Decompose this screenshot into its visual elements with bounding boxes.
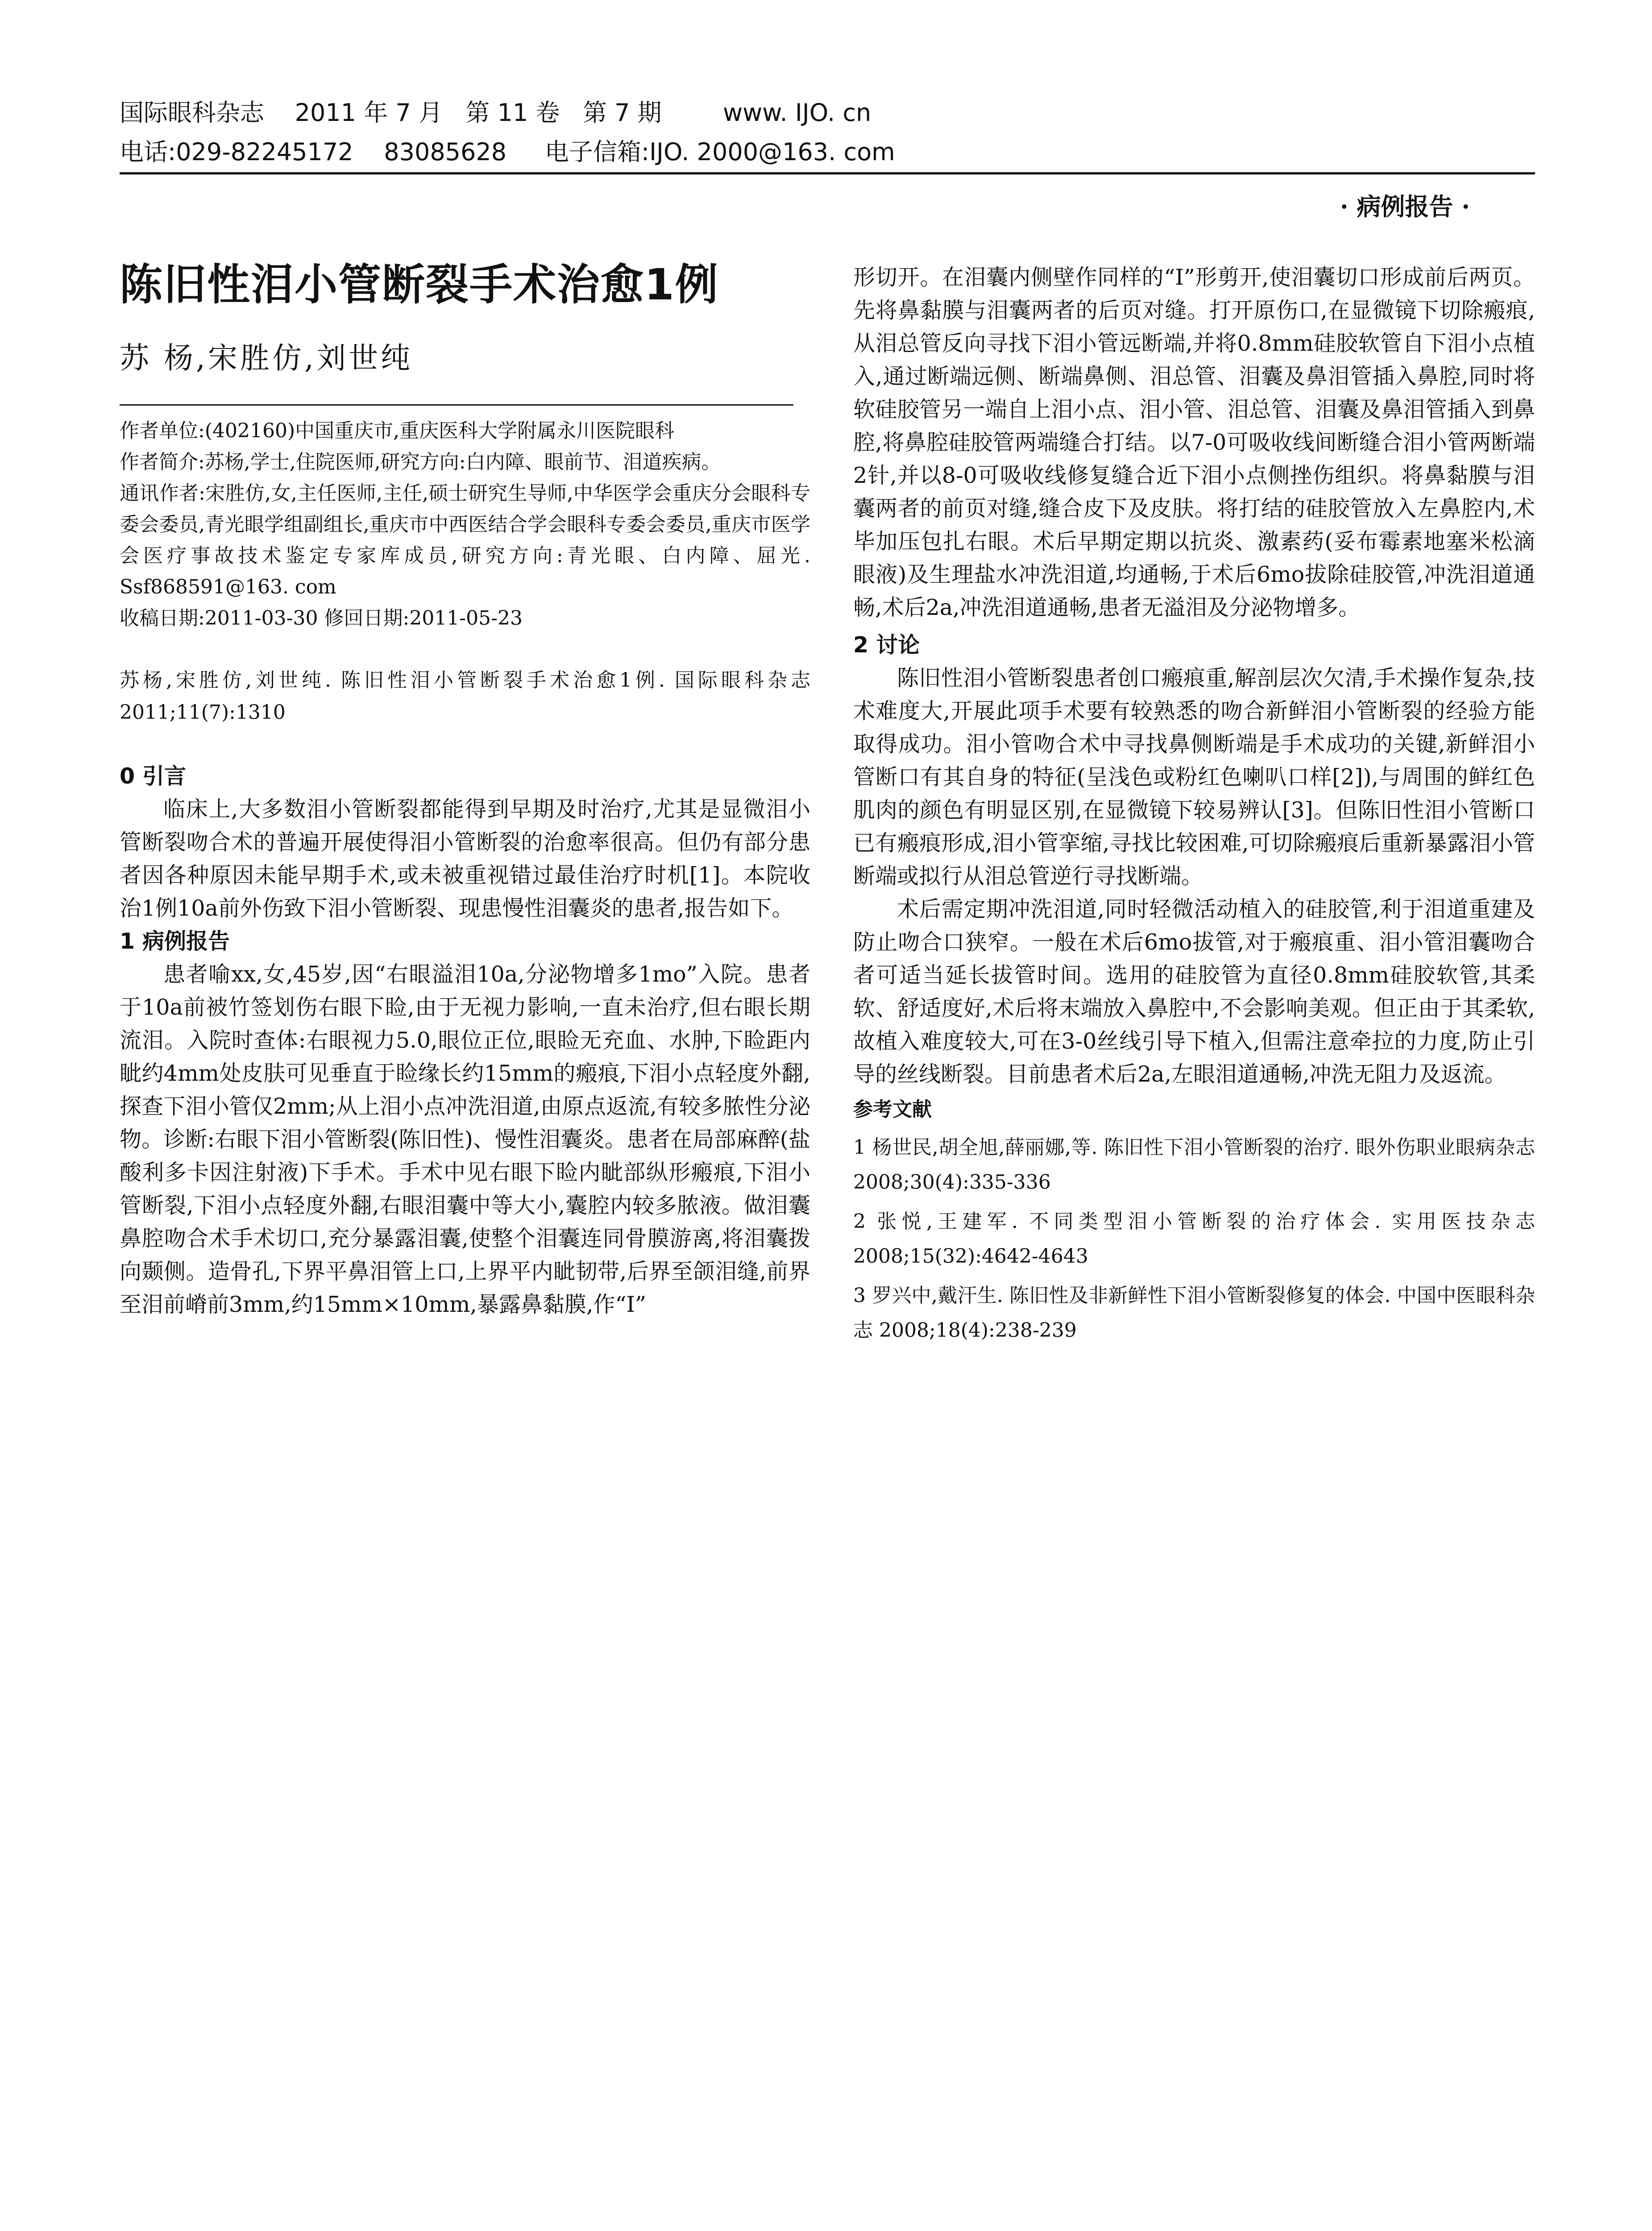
section-tag: · 病例报告 ·	[1340, 192, 1470, 221]
article-authors: 苏 杨,宋胜仿,刘世纯	[120, 341, 413, 375]
intro-paragraph: 临床上,大多数泪小管断裂都能得到早期及时治疗,尤其是显微泪小管断裂吻合术的普遍开展使得泪小管断裂的治愈率很高。但仍有部分患者因各种原因未能早期手术,或未被重视错过最佳治疗时机[1]。本院收治1例10a前外伤致下泪小管断裂、现患慢性泪囊炎的患者,报告如下。	[120, 796, 810, 921]
intro-heading: 0 引言	[120, 763, 187, 789]
citation: 苏杨,宋胜仿,刘世纯. 陈旧性泪小管断裂手术治愈1例. 国际眼科杂志 2011;11(7):1310	[120, 669, 810, 724]
journal-header-line: 国际眼科杂志 2011 年 7 月 第 11 卷 第 7 期 www. IJO. cn	[120, 99, 872, 127]
author-intro: 作者简介:苏杨,学士,住院医师,研究方向:白内障、眼前节、泪道疾病。	[120, 451, 721, 473]
affiliation: 作者单位:(402160)中国重庆市,重庆医科大学附属永川医院眼科	[120, 419, 675, 442]
journal-contact-line: 电话:029-82245172 83085628 电子信箱:IJO. 2000@163. com	[120, 138, 895, 166]
left-column	[120, 258, 810, 1321]
reference-item: 1 杨世民,胡全旭,薛丽娜,等. 陈旧性下泪小管断裂的治疗. 眼外伤职业眼病杂志 2008;30(4):335-336	[853, 1136, 1535, 1194]
references-heading: 参考文献	[853, 1098, 932, 1121]
discussion-paragraph-2: 术后需定期冲洗泪道,同时轻微活动植入的硅胶管,利于泪道重建及防止吻合口狭窄。一般在术后6mo拔管,对于瘢痕重、泪小管泪囊吻合者可适当延长拔管时间。选用的硅胶管为直径0.8mm硅胶软管,其柔软、舒适度好,术后将末端放入鼻腔中,不会影响美观。但正由于其柔软,故植入难度较大,可在3-0丝线引导下植入,但需注意牵拉的力度,防止引导的丝线断裂。目前患者术后2a,左眼泪道通畅,冲洗无阻力及返流。	[853, 896, 1535, 1087]
reference-item: 2 张悦,王建军. 不同类型泪小管断裂的治疗体会. 实用医技杂志 2008;15(32):4642-4643	[853, 1210, 1535, 1268]
received-dates: 收稿日期:2011-03-30 修回日期:2011-05-23	[120, 607, 523, 630]
header-divider	[120, 172, 1535, 174]
right-column	[853, 261, 1535, 1348]
article-title: 陈旧性泪小管断裂手术治愈1例	[120, 260, 719, 310]
case-paragraph-continued: 形切开。在泪囊内侧壁作同样的“I”形剪开,使泪囊切口形成前后两页。先将鼻黏膜与泪囊两者的后页对缝。打开原伤口,在显微镜下切除瘢痕,从泪总管反向寻找下泪小管远断端,并将0.8mm硅胶软管自下泪小点植入,通过断端远侧、断端鼻侧、泪总管、泪囊及鼻泪管插入鼻腔,同时将软硅胶管另一端自上泪小点、泪小管、泪总管、泪囊及鼻泪管插入到鼻腔,将鼻腔硅胶管两端缝合打结。以7-0可吸收线间断缝合泪小管两断端2针,并以8-0可吸收线修复缝合近下泪小点侧挫伤组织。将鼻黏膜与泪囊两者的前页对缝,缝合皮下及皮肤。将打结的硅胶管放入左鼻腔内,术毕加压包扎右眼。术后早期定期以抗炎、激素药(妥布霉素地塞米松滴眼液)及生理盐水冲洗泪道,均通畅,于术后6mo拔除硅胶管,冲洗泪道通畅,术后2a,冲洗泪道通畅,患者无溢泪及分泌物增多。	[853, 265, 1535, 620]
discussion-paragraph-1: 陈旧性泪小管断裂患者创口瘢痕重,解剖层次欠清,手术操作复杂,技术难度大,开展此项手术要有较熟悉的吻合新鲜泪小管断裂的经验方能取得成功。泪小管吻合术中寻找鼻侧断端是手术成功的关键,新鲜泪小管断口有其自身的特征(呈浅色或粉红色喇叭口样[2]),与周围的鲜红色肌肉的颜色有明显区别,在显微镜下较易辨认[3]。但陈旧性泪小管断口已有瘢痕形成,泪小管挛缩,寻找比较困难,可切除瘢痕后重新暴露泪小管断端或拟行从泪总管逆行寻找断端。	[853, 665, 1535, 889]
reference-item: 3 罗兴中,戴汗生. 陈旧性及非新鲜性下泪小管断裂修复的体会. 中国中医眼科杂志 2008;18(4):238-239	[853, 1284, 1535, 1342]
case-heading: 1 病例报告	[120, 929, 230, 954]
correspondence: 通讯作者:宋胜仿,女,主任医师,主任,硕士研究生导师,中华医学会重庆分会眼科专委会委员,青光眼学组副组长,重庆市中西医结合学会眼科专委会委员,重庆市医学会医疗事故技术鉴定专家库成员,研究方向:青光眼、白内障、屈光. Ssf868591@163. com	[120, 482, 810, 598]
author-info	[120, 415, 810, 634]
discussion-heading: 2 讨论	[853, 632, 920, 658]
case-paragraph: 患者喻xx,女,45岁,因“右眼溢泪10a,分泌物增多1mo”入院。患者于10a前被竹签划伤右眼下睑,由于无视力影响,一直未治疗,但右眼长期流泪。入院时查体:右眼视力5.0,眼位正位,眼睑无充血、水肿,下睑距内眦约4mm处皮肤可见垂直于睑缘长约15mm的瘢痕,下泪小点轻度外翻,探查下泪小管仅2mm;从上泪小点冲洗泪道,由原点返流,有较多脓性分泌物。诊断:右眼下泪小管断裂(陈旧性)、慢性泪囊炎。患者在局部麻醉(盐酸利多卡因注射液)下手术。手术中见右眼下睑内眦部纵形瘢痕,下泪小管断裂,下泪小点轻度外翻,右眼泪囊中等大小,囊腔内较多脓液。做泪囊鼻腔吻合术手术切口,充分暴露泪囊,使整个泪囊连同骨膜游离,将泪囊拨向颞侧。造骨孔,下界平鼻泪管上口,上界平内眦韧带,后界至颌泪缝,前界至泪前嵴前3mm,约15mm×10mm,暴露鼻黏膜,作“I”	[120, 962, 810, 1317]
title-divider	[120, 404, 793, 406]
